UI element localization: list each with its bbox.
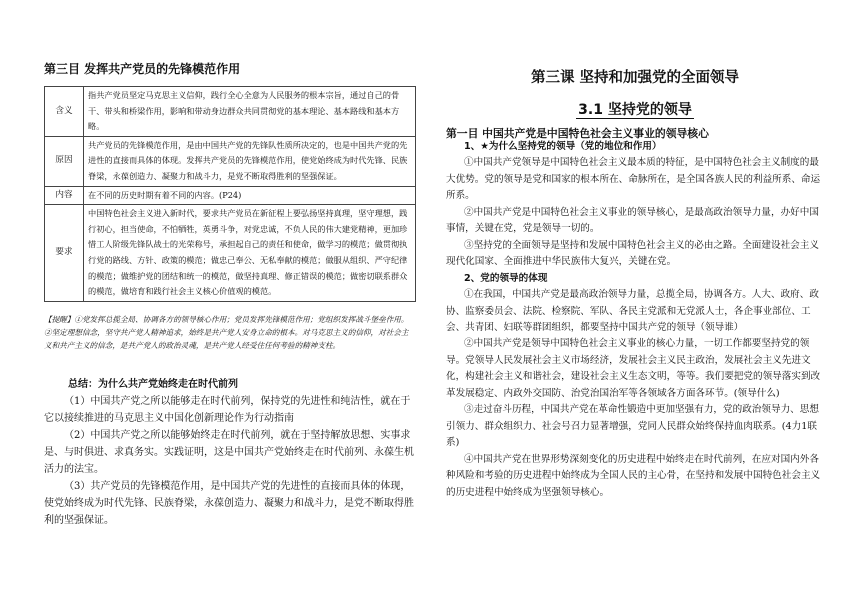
table-row bbox=[45, 136, 416, 186]
summary-paragraph: （3）共产党员的先锋模范作用，是中国共产党的先进性的直接而具体的体现，使党始终成为时代先锋、民族脊梁，永葆创造力、凝聚力和战斗力，是党不断取得胜利的坚强保证。 bbox=[44, 481, 414, 526]
point-paragraph: ①中国共产党领导是中国特色社会主义最本质的特征，是中国特色社会主义制度的最大优势。党的领导是党和国家的根本所在、命脉所在，是全国各族人民的利益所系、命运所系。 bbox=[446, 157, 821, 202]
row-text: 中国特色社会主义进入新时代，要求共产党员在新征程上要弘扬坚持真理，坚守理想，践行初心，担当使命，不怕牺牲，英勇斗争，对党忠诚，不负人民的伟大建党精神，更加珍惜工人阶级先锋队战士的光荣称号，承担起自己的责任和使命，做学习的模范；做贯彻执行党的路线、方针、政策的模范；做忠己奉公、无私奉献的模范；做服从组织、严守纪律的模范；做维护党的团结和统一的模范，做坚持真理、修正错误的模范；做密切联系群众的模范，做培育和践行社会主义核心价值观的模范。 bbox=[84, 205, 416, 302]
row-text: 在不同的历史时期有着不同的内容。(P24) bbox=[84, 186, 416, 205]
summary-title: 总结：为什么共产党始终走在时代前列 bbox=[68, 379, 238, 390]
table-row bbox=[45, 205, 416, 302]
table-row bbox=[45, 186, 416, 205]
point-paragraph: ③走过奋斗历程，中国共产党在革命性锻造中更加坚强有力，党的政治领导力、思想引领力、群众组织力、社会号召力显著增强，党同人民群众始终保持血肉联系。(4力1联系) bbox=[446, 404, 819, 449]
summary-paragraph: （2）中国共产党之所以能够始终走在时代前列，就在于坚持解放思想、实事求是、与时俱进、求真务实。实践证明，这是中国共产党始终走在时代前列、永葆生机活力的法宝。 bbox=[44, 430, 414, 475]
point-paragraph: ③坚持党的全面领导是坚持和发展中国特色社会主义的必由之路。全面建设社会主义现代化国家、全面推进中华民族伟大复兴，关键在党。 bbox=[446, 239, 819, 268]
reminder-note: 【提醒】①党发挥总揽全局、协调各方的领导核心作用；党员发挥先锋模范作用；党组织发挥战斗堡垒作用。②坚定理想信念，坚守共产党人精神追求，始终是共产党人安身立命的根本。对马克思主义的信仰，对社会主义和共产主义的信念，是共产党人的政治灵魂，是共产党人经受住任何考验的精神支柱。 bbox=[44, 315, 409, 350]
question-heading: 2、党的领导的体现 bbox=[464, 272, 548, 284]
row-label: 要求 bbox=[45, 205, 84, 302]
summary-block bbox=[44, 376, 418, 529]
section-title-text: 3.1 坚持党的领导 bbox=[578, 102, 692, 118]
lesson-title: 第三课 坚持和加强党的全面领导 bbox=[530, 70, 740, 86]
point-paragraph: ②中国共产党是中国特色社会主义事业的领导核心，是最高政治领导力量，办好中国事情，关键在党，党是领导一切的。 bbox=[446, 206, 819, 235]
point-paragraph: ②中国共产党是领导中国特色社会主义事业的核心力量，一切工作都要坚持党的领导。党领导人民发展社会主义市场经济，发展社会主义民主政治，发展社会主义先进文化，构建社会主义和谐社会，建设社会主义生态文明，等等。我们要把党的领导落实到改革发展稳定、内政外交国防、治党治国治军等各领域各方面各环节。(领导什么) bbox=[446, 338, 821, 399]
question-heading: 1、★为什么坚持党的领导（党的地位和作用） bbox=[464, 141, 662, 152]
point-paragraph: ①在我国，中国共产党是最高政治领导力量，总揽全局，协调各方。人大、政府、政协、监察委员会、法院、检察院、军队、各民主党派和无党派人士，各企事业部位、工会、共青团、妇联等群团组织，都要坚持中国共产党的领导（领导谁） bbox=[446, 289, 819, 333]
section-title bbox=[446, 99, 824, 119]
table-row bbox=[45, 87, 416, 137]
section-heading: 第三目 发挥共产党员的先锋模范作用 bbox=[44, 62, 241, 76]
row-label: 含义 bbox=[45, 87, 84, 137]
row-text: 指共产党员坚定马克思主义信仰，践行全心全意为人民服务的根本宗旨，通过自己的骨干、带头和桥梁作用，影响和带动身边群众共同贯彻党的基本理论、基本路线和基本方略。 bbox=[84, 87, 416, 137]
row-text: 共产党员的先锋模范作用，是由中国共产党的先锋队性质所决定的，也是中国共产党的先进性的直接而具体的体现。发挥共产党员的先锋模范作用，使党始终成为时代先锋、民族脊梁，永葆创造力、凝聚力和战斗力，是党不断取得胜利的坚强保证。 bbox=[84, 136, 416, 186]
point-paragraph: ④中国共产党在世界形势深刻变化的历史进程中始终走在时代前列，在应对国内外各种风险和考验的历史进程中始终成为全国人民的主心骨，在坚持和发展中国特色社会主义的历史进程中始终成为坚强领导核心。 bbox=[446, 453, 821, 498]
body-text bbox=[446, 139, 824, 501]
summary-paragraph: （1）中国共产党之所以能够走在时代前列，保持党的先进性和纯洁性，就在于它以接续推进的马克思主义中国化创新理论作为行动指南 bbox=[44, 396, 411, 424]
definition-table bbox=[44, 86, 416, 302]
row-label: 内容 bbox=[45, 186, 84, 205]
row-label: 原因 bbox=[45, 136, 84, 186]
item-title: 第一目 中国共产党是中国特色社会主义事业的领导核心 bbox=[446, 127, 709, 140]
